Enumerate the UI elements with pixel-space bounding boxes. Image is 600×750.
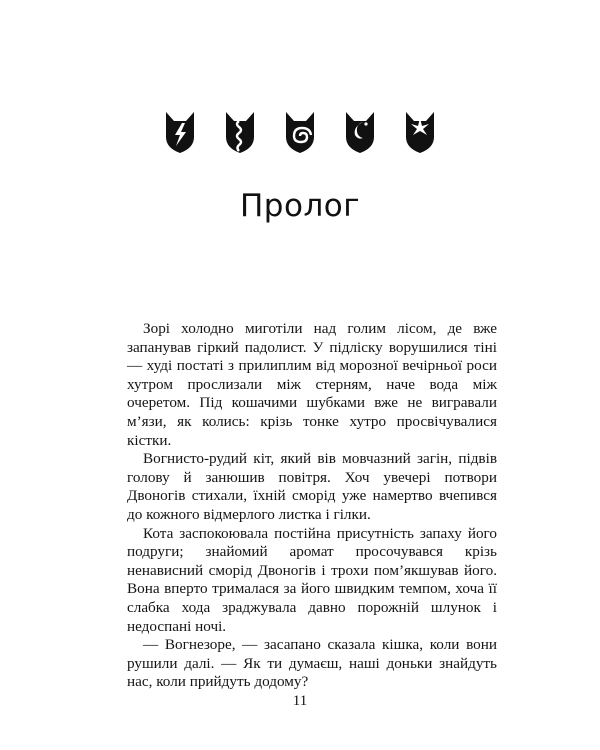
wind-spiral-cat-head-icon xyxy=(283,110,317,154)
paragraph: — Вогнезоре, — засапано сказала кішка, коли вони рушили далі. — Як ти думаєш, наші доньки знайдуть нас, коли прийдуть додому? xyxy=(127,636,497,691)
chapter-body xyxy=(127,320,497,692)
moon-shadow-cat-head-icon xyxy=(343,110,377,154)
star-flame-cat-head-icon xyxy=(403,110,437,154)
chapter-title: Пролог xyxy=(239,188,361,224)
river-wave-cat-head-icon xyxy=(223,110,257,154)
paragraph: Зорі холодно миготіли над голим лісом, де вже запанував гіркий падолист. У підліску ворушилися тіні — худі постаті з прилиплим від морозної вечірньої роси хутром прослизали між стерням, наче вода між очеретом. Під кошачими шубками вже не вигравали м’язи, як колись: крізь тонке хутро просвічувалися кістки. xyxy=(127,320,497,449)
paragraph: Кота заспокоювала постійна присутність запаху його подруги; знайомий аромат просочувався крізь ненависний сморід Двоногів і трохи пом’якшував його. Вона вперто трималася за його швидким темпом, хоча її слабка хода зраджувала давно порожній шлунок і недоспані ночі. xyxy=(127,524,497,635)
lightning-cat-head-icon xyxy=(163,110,197,154)
page-number: 11 xyxy=(292,693,308,709)
paragraph: Вогнисто-рудий кіт, який вів мовчазний загін, підвів голову й занюшив повітря. Хоч увечері потвори Двоногів стихали, їхній сморід уже намертво вчепився до кожного відмерлого листка і гілки. xyxy=(127,450,497,523)
clan-emblems-row xyxy=(0,110,600,154)
